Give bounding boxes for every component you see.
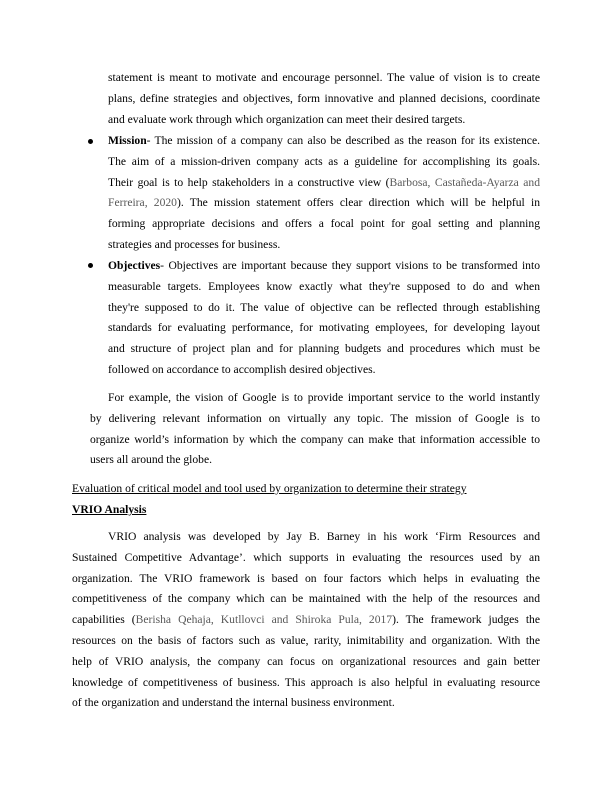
mission-line: The aim of a mission-driven company acts as a guideline for accomplishing its goals. [108, 154, 540, 168]
intro-paragraph [108, 68, 540, 130]
mission-line4-text: ). The mission statement offers clear direction which will be helpful in [176, 196, 540, 210]
section-heading: Evaluation of critical model and tool used by organization to determine their strategy [72, 482, 467, 495]
vrio-line [72, 610, 540, 631]
vrio-paragraph [72, 527, 540, 714]
vrio-line: competitiveness of the company which can be maintained with the help of the resources and [72, 592, 540, 606]
citation-barbosa: Barbosa, Castañeda-Ayarza and [389, 175, 540, 189]
mission-line1-text: - The mission of a company can also be described as the reason for its existence. [146, 134, 540, 147]
bullet-mission-icon [88, 139, 93, 144]
example-line: organize world’s information by which the company can make that information accessible to [90, 432, 540, 446]
objectives-line: measurable targets. Employees know exactly what they're supposed to do and when [108, 279, 540, 293]
mission-line: strategies and processes for business. [108, 237, 281, 251]
example-paragraph [90, 388, 540, 471]
vrio-line: knowledge of competitiveness of business. This approach is also helpful in evaluating resource [72, 675, 540, 689]
objectives-line1-text: - Objectives are important because they support visions to be transformed into [160, 259, 540, 272]
vrio-line: of the organization and understand the internal business environment. [72, 696, 395, 710]
mission-bullet-item [108, 131, 540, 256]
bullet-objectives-icon [88, 263, 93, 268]
mission-term: Mission [108, 134, 147, 147]
vrio-line: organization. The VRIO framework is based on four factors which helps in evaluating the [72, 571, 540, 585]
example-line: by delivering relevant information on virtually any topic. The mission of Google is to [90, 411, 540, 425]
vrio-line: Sustained Competitive Advantage’. which supports in evaluating the resources used by an [72, 550, 540, 564]
objectives-line: they're supposed to do it. The value of objective can be reflected through establishing [108, 300, 540, 314]
objectives-line: and structure of project plan and for planning budgets and procedures which must be [108, 342, 540, 356]
example-line: users all around the globe. [90, 453, 213, 467]
intro-line: and evaluate work through which organization can meet their desired targets. [108, 112, 466, 126]
objectives-term: Objectives [108, 259, 161, 272]
vrio-line: VRIO analysis was developed by Jay B. Barney in his work ‘Firm Resources and [108, 530, 540, 543]
mission-line [108, 193, 540, 214]
example-line: For example, the vision of Google is to provide important service to the world instantly [108, 391, 540, 404]
objectives-line: followed on accordance to accomplish desired objectives. [108, 362, 376, 376]
mission-line3-text: Their goal is to help stakeholders in a constructive view ( [108, 175, 390, 189]
intro-line: statement is meant to motivate and encourage personnel. The value of vision is to create [108, 71, 540, 84]
objectives-line: standards for evaluating performance, for motivating employees, for developing layout [108, 321, 540, 335]
citation-berisha: Berisha Qehaja, Kutllovci and Shiroka Pula, 2017 [135, 613, 393, 627]
vrio-line: help of VRIO analysis, the company can focus on organizational resources and gain better [72, 654, 540, 668]
mission-line [108, 173, 540, 194]
vrio-subheading: VRIO Analysis [72, 503, 147, 516]
vrio-line5-text: capabilities ( [72, 613, 136, 627]
vrio-line5-end: ). The framework judges the [392, 613, 540, 627]
objectives-line [108, 256, 540, 277]
mission-line [108, 131, 540, 152]
citation-barbosa-year: Ferreira, 2020 [108, 196, 177, 210]
objectives-bullet-item [108, 256, 540, 381]
intro-line: plans, define strategies and objectives, form innovative and planned decisions, coordinate [108, 91, 540, 105]
vrio-line: resources on the basis of factors such as value, rarity, inimitability and organization. With the [72, 633, 540, 647]
mission-line: forming appropriate decisions and offers a focal point for goal setting and planning [108, 217, 540, 231]
